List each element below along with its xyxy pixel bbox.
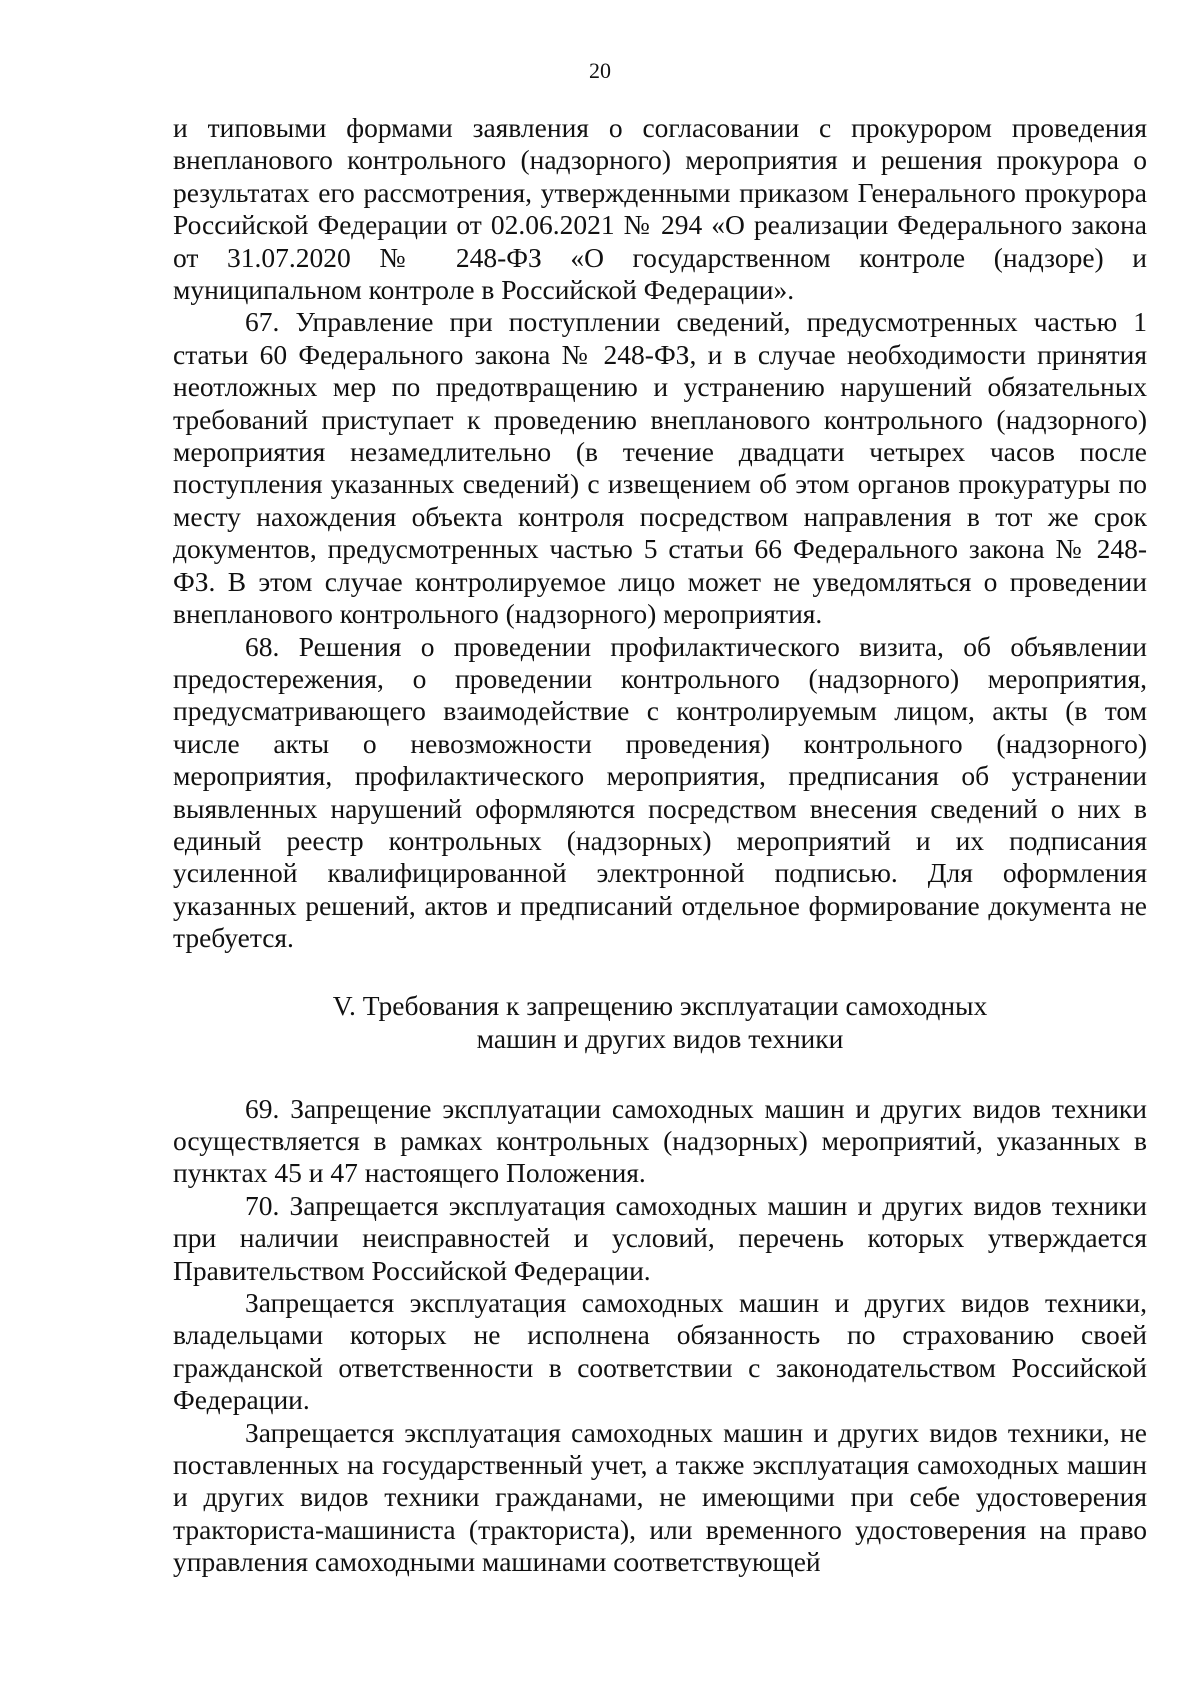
paragraph-69: 69. Запрещение эксплуатации самоходных машин и других видов техники осуществляется в рамках контрольных (надзорных) мероприятий, указанных в пунктах 45 и 47 настоящего Положения. <box>173 1092 1147 1189</box>
paragraph-67: 67. Управление при поступлении сведений, предусмотренных частью 1 статьи 60 Федерального закона № 248-ФЗ, и в случае необходимости принятия неотложных мер по предотвращению и устранению нарушений обязательных требований приступает к проведению внепланового контрольного (надзорного) мероприятия незамедлительно (в течение двадцати четырех часов после поступления указанных сведений) с извещением об этом органов прокуратуры по месту нахождения объекта контроля посредством направления в тот же срок документов, предусмотренных частью 5 статьи 66 Федерального закона № 248-ФЗ. В этом случае контролируемое лицо может не уведомляться о проведении внепланового контрольного (надзорного) мероприятия. <box>173 306 1147 630</box>
section-heading <box>173 989 1147 1055</box>
paragraph-70-insurance: Запрещается эксплуатация самоходных машин и других видов техники, владельцами которых не исполнена обязанность по страхованию своей гражданской ответственности в соответствии с законодательством Российской Федерации. <box>173 1287 1147 1416</box>
paragraph-continuation: и типовыми формами заявления о согласовании с прокурором проведения внепланового контрольного (надзорного) мероприятия и решения прокурора о результатах его рассмотрения, утвержденными приказом Генерального прокурора Российской Федерации от 02.06.2021 № 294 «О реализации Федерального закона от 31.07.2020 № 248-ФЗ «О государственном контроле (надзоре) и муниципальном контроле в Российской Федерации». <box>173 112 1147 306</box>
paragraph-70: 70. Запрещается эксплуатация самоходных машин и других видов техники при наличии неисправностей и условий, перечень которых утверждается Правительством Российской Федерации. <box>173 1189 1147 1286</box>
page-number: 20 <box>589 58 611 83</box>
section-heading-line-2: машин и других видов техники <box>476 1022 844 1054</box>
paragraph-68: 68. Решения о проведении профилактического визита, об объявлении предостережения, о проведении контрольного (надзорного) мероприятия, предусматривающего взаимодействие с контролируемым лицом, акты (в том числе акты о невозможности проведения) контрольного (надзорного) мероприятия, профилактического мероприятия, предписания об устранении выявленных нарушений оформляются посредством внесения сведений о них в единый реестр контрольных (надзорных) мероприятий и их подписания усиленной квалифицированной электронной подписью. Для оформления указанных решений, актов и предписаний отдельное формирование документа не требуется. <box>173 630 1147 954</box>
section-heading-line-1: V. Требования к запрещению эксплуатации самоходных <box>332 989 988 1021</box>
paragraph-70-registration: Запрещается эксплуатация самоходных машин и других видов техники, не поставленных на государственный учет, а также эксплуатация самоходных машин и других видов техники гражданами, не имеющими при себе удостоверения тракториста-машиниста (тракториста), или временного удостоверения на право управления самоходными машинами соответствующей <box>173 1416 1147 1578</box>
document-body <box>173 112 1147 1579</box>
